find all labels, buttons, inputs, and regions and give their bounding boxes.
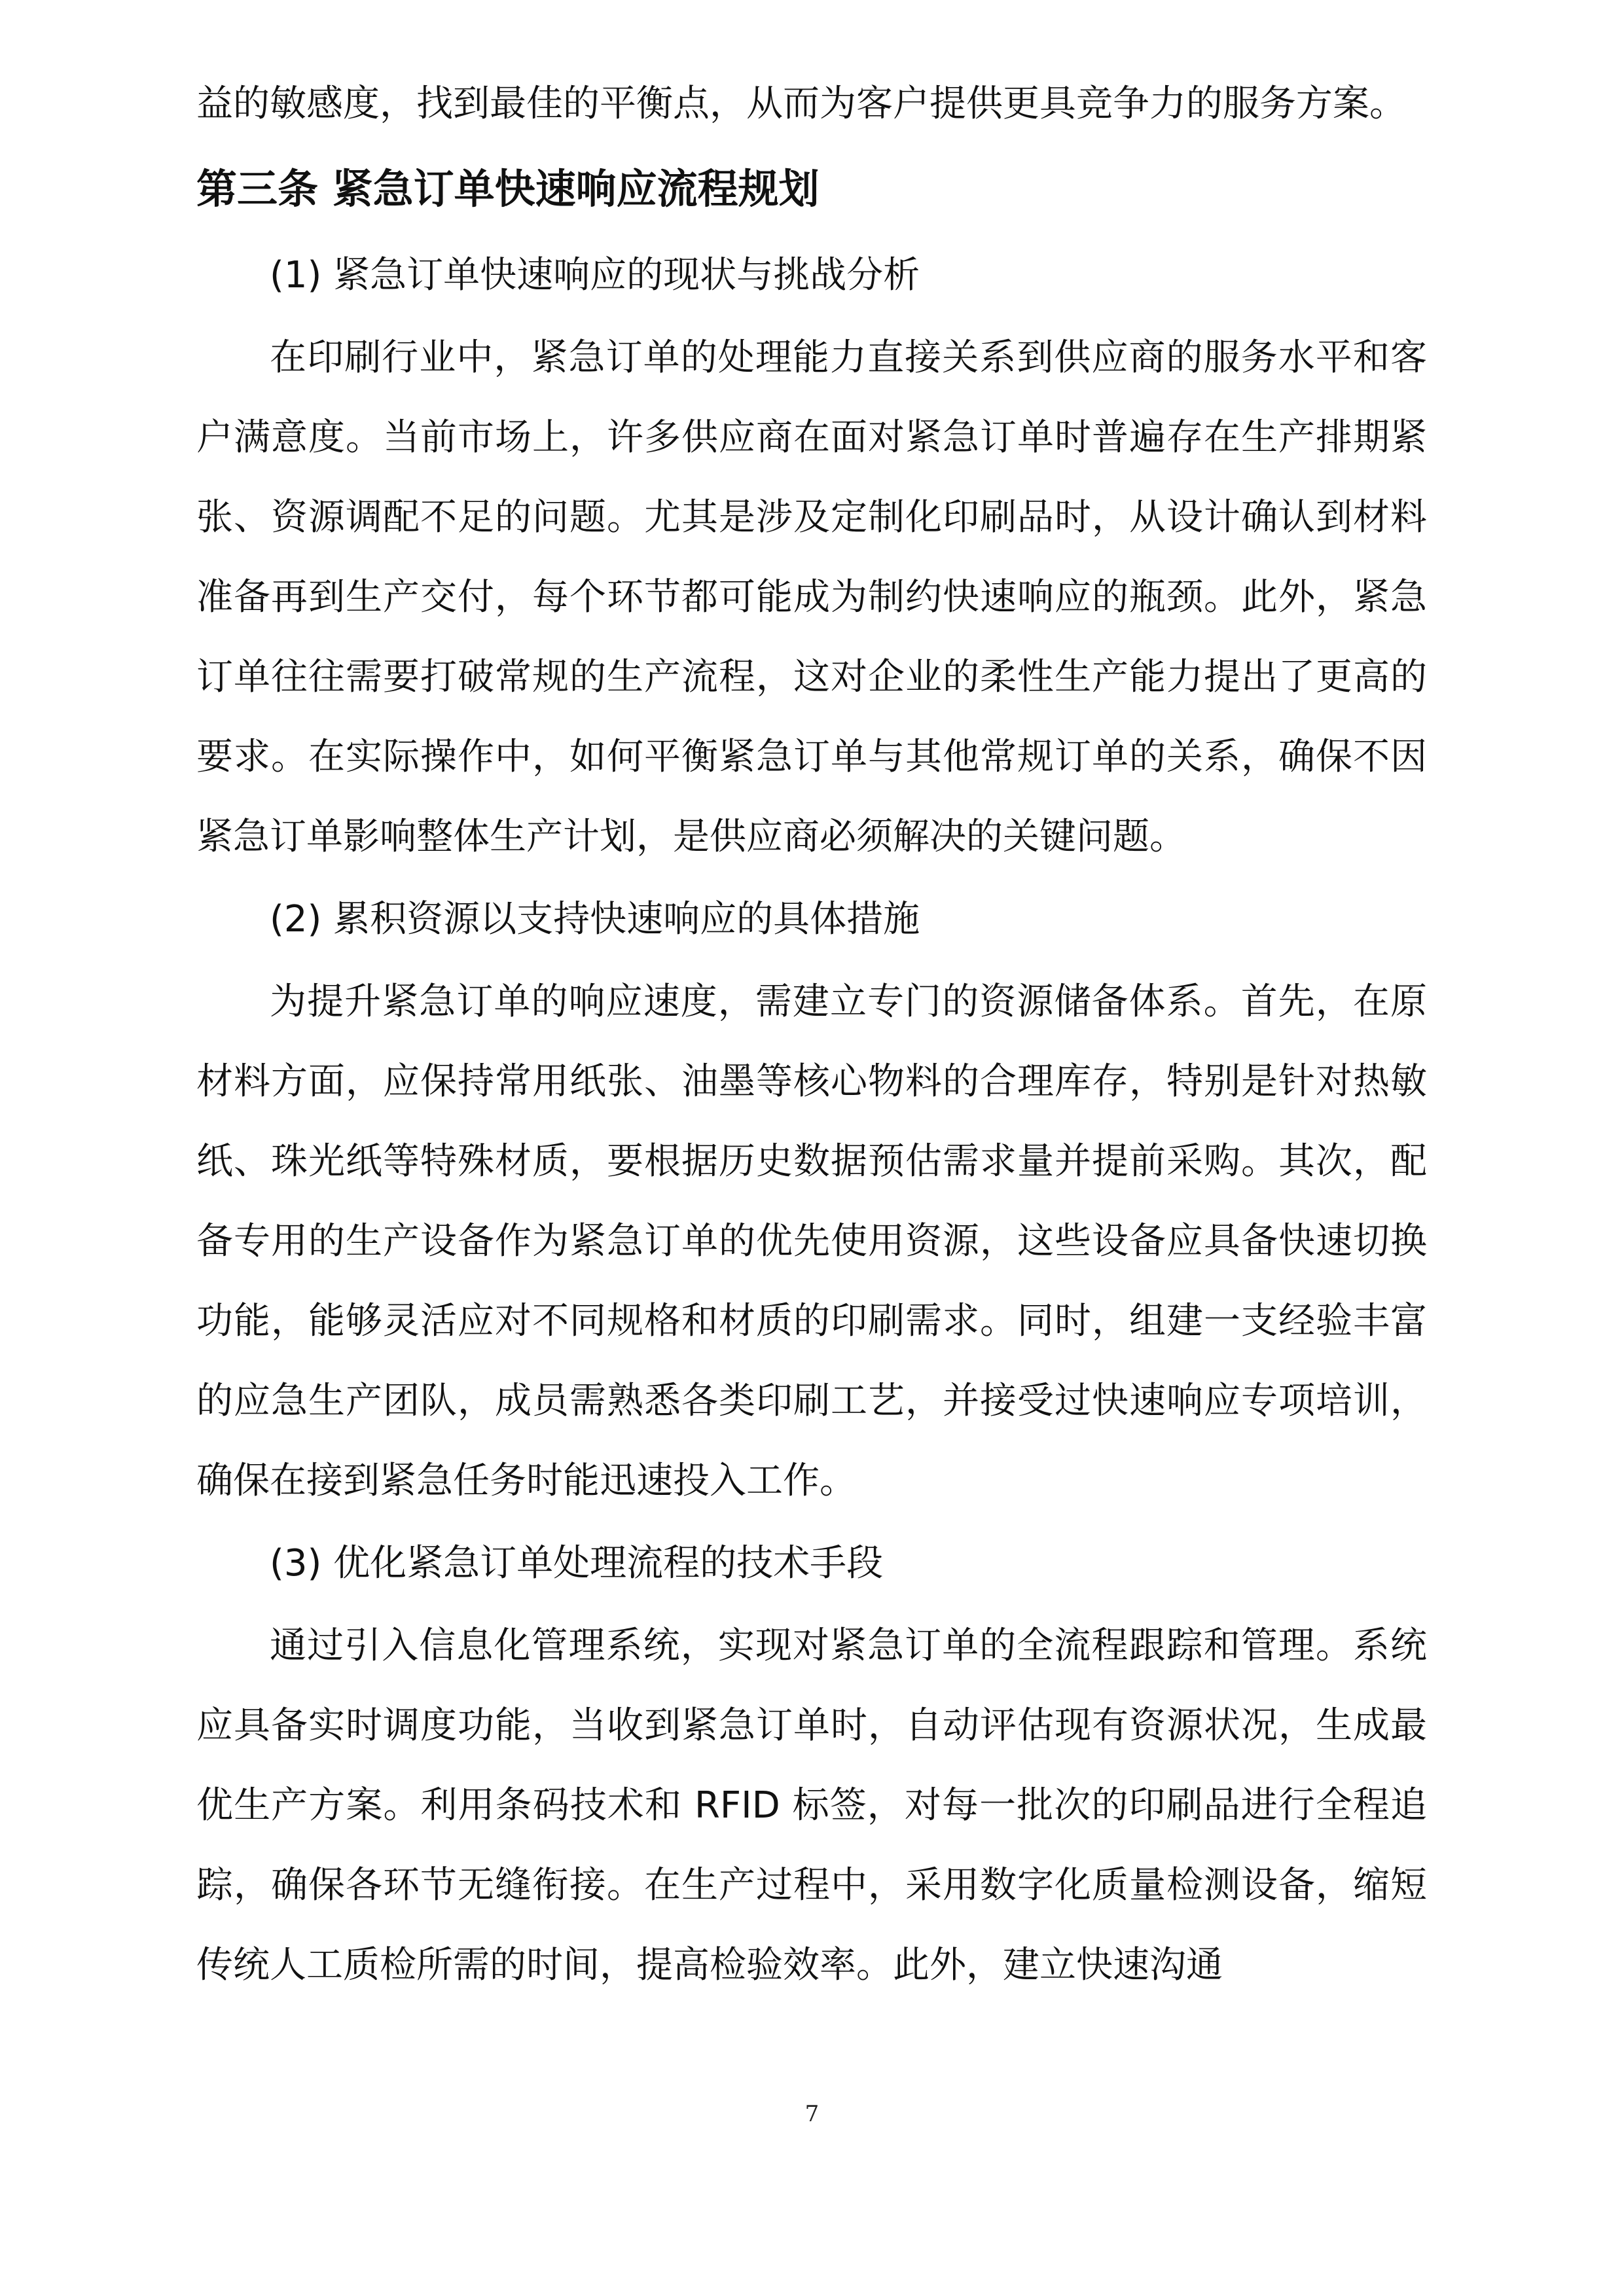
page-number: 7 — [804, 2101, 820, 2127]
section-3-body: 通过引入信息化管理系统，实现对紧急订单的全流程跟踪和管理。系统应具备实时调度功能，当收到紧急订单时，自动评估现有资源状况，生成最优生产方案。利用条码技术和 RFID 标签，对每一批次的印刷品进行全程追踪，确保各环节无缝衔接。在生产过程中，采用数字化质量检测设备，缩短传统人工质检所需的时间，提高检验效率。此外，建立快速沟通 — [196, 1624, 1428, 1986]
page-content — [196, 64, 1427, 2007]
section-2-title: (2) 累积资源以支持快速响应的具体措施 — [270, 898, 920, 941]
section-1-title: (1) 紧急订单快速响应的现状与挑战分析 — [270, 254, 920, 296]
article-heading: 第三条 紧急订单快速响应流程规划 — [196, 165, 820, 213]
section-3-title: (3) 优化紧急订单处理流程的技术手段 — [270, 1542, 884, 1585]
continuation-paragraph: 益的敏感度，找到最佳的平衡点，从而为客户提供更具竞争力的服务方案。 — [196, 82, 1406, 125]
section-1-body: 在印刷行业中，紧急订单的处理能力直接关系到供应商的服务水平和客户满意度。当前市场上，许多供应商在面对紧急订单时普遍存在生产排期紧张、资源调配不足的问题。尤其是涉及定制化印刷品时，从设计确认到材料准备再到生产交付，每个环节都可能成为制约快速响应的瓶颈。此外，紧急订单往往需要打破常规的生产流程，这对企业的柔性生产能力提出了更高的要求。在实际操作中，如何平衡紧急订单与其他常规订单的关系，确保不因紧急订单影响整体生产计划，是供应商必须解决的关键问题。 — [196, 336, 1427, 858]
section-2-body: 为提升紧急订单的响应速度，需建立专门的资源储备体系。首先，在原材料方面，应保持常用纸张、油墨等核心物料的合理库存，特别是针对热敏纸、珠光纸等特殊材质，要根据历史数据预估需求量并提前采购。其次，配备专用的生产设备作为紧急订单的优先使用资源，这些设备应具备快速切换功能，能够灵活应对不同规格和材质的印刷需求。同时，组建一支经验丰富的应急生产团队，成员需熟悉各类印刷工艺，并接受过快速响应专项培训，确保在接到紧急任务时能迅速投入工作。 — [196, 980, 1427, 1502]
